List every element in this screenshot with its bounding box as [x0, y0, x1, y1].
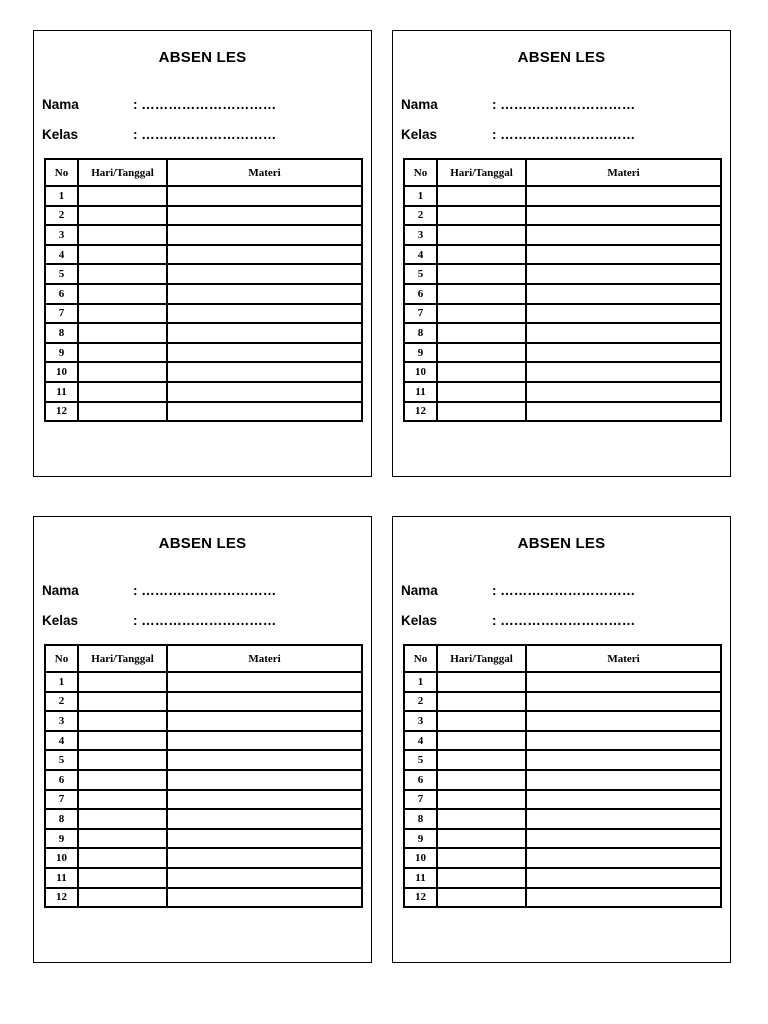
hari-tanggal-cell[interactable]	[78, 304, 167, 324]
table-row	[45, 868, 362, 888]
table-row	[45, 809, 362, 829]
materi-cell[interactable]	[167, 304, 362, 324]
materi-cell[interactable]	[167, 206, 362, 226]
hari-tanggal-cell[interactable]	[78, 362, 167, 382]
materi-cell[interactable]	[526, 225, 721, 245]
row-number: 6	[45, 284, 78, 304]
materi-cell[interactable]	[526, 402, 721, 422]
row-number: 4	[45, 245, 78, 265]
hari-tanggal-cell[interactable]	[78, 711, 167, 731]
materi-cell[interactable]	[526, 731, 721, 751]
row-number: 10	[45, 848, 78, 868]
materi-cell[interactable]	[167, 362, 362, 382]
hari-tanggal-cell[interactable]	[437, 362, 526, 382]
column-header-materi: Materi	[167, 645, 362, 672]
hari-tanggal-cell[interactable]	[78, 206, 167, 226]
row-number: 3	[45, 225, 78, 245]
table-row	[404, 750, 721, 770]
row-number: 8	[404, 809, 437, 829]
table-row	[404, 848, 721, 868]
materi-cell[interactable]	[526, 868, 721, 888]
hari-tanggal-cell[interactable]	[78, 245, 167, 265]
nama-label: Nama	[42, 583, 79, 598]
hari-tanggal-cell[interactable]	[437, 790, 526, 810]
row-number: 3	[404, 225, 437, 245]
table-row	[404, 809, 721, 829]
kelas-field	[42, 613, 276, 628]
materi-cell[interactable]	[167, 888, 362, 908]
materi-cell[interactable]	[167, 750, 362, 770]
hari-tanggal-cell[interactable]	[78, 343, 167, 363]
kelas-value: : …………………………	[133, 127, 277, 142]
nama-value: : …………………………	[133, 583, 277, 598]
materi-cell[interactable]	[167, 402, 362, 422]
kelas-label: Kelas	[42, 127, 79, 142]
hari-tanggal-cell[interactable]	[437, 382, 526, 402]
kelas-field	[401, 613, 635, 628]
nama-field	[401, 583, 635, 598]
table-row	[404, 770, 721, 790]
table-row	[404, 186, 721, 206]
kelas-label: Kelas	[42, 613, 79, 628]
row-number: 5	[45, 264, 78, 284]
table-row	[404, 264, 721, 284]
hari-tanggal-cell[interactable]	[437, 888, 526, 908]
hari-tanggal-cell[interactable]	[437, 264, 526, 284]
row-number: 12	[404, 402, 437, 422]
materi-cell[interactable]	[526, 770, 721, 790]
materi-cell[interactable]	[167, 809, 362, 829]
hari-tanggal-cell[interactable]	[437, 245, 526, 265]
hari-tanggal-cell[interactable]	[78, 225, 167, 245]
hari-tanggal-cell[interactable]	[437, 809, 526, 829]
attendance-card	[392, 30, 731, 477]
hari-tanggal-cell[interactable]	[78, 809, 167, 829]
row-number: 5	[404, 750, 437, 770]
column-header-materi: Materi	[167, 159, 362, 186]
table-row	[404, 692, 721, 712]
hari-tanggal-cell[interactable]	[78, 750, 167, 770]
card-title: ABSEN LES	[158, 535, 247, 552]
attendance-card	[392, 516, 731, 963]
hari-tanggal-cell[interactable]	[437, 750, 526, 770]
hari-tanggal-cell[interactable]	[437, 711, 526, 731]
table-row	[45, 225, 362, 245]
table-row	[404, 343, 721, 363]
kelas-value: : …………………………	[492, 127, 636, 142]
row-number: 5	[45, 750, 78, 770]
hari-tanggal-cell[interactable]	[78, 829, 167, 849]
row-number: 6	[45, 770, 78, 790]
hari-tanggal-cell[interactable]	[437, 323, 526, 343]
materi-cell[interactable]	[526, 284, 721, 304]
hari-tanggal-cell[interactable]	[437, 692, 526, 712]
table-row	[404, 731, 721, 751]
column-header-hari-tanggal: Hari/Tanggal	[437, 645, 526, 672]
row-number: 9	[45, 829, 78, 849]
table-header-row	[404, 159, 721, 186]
table-row	[45, 750, 362, 770]
row-number: 1	[404, 672, 437, 692]
row-number: 4	[45, 731, 78, 751]
column-header-no: No	[45, 645, 78, 672]
materi-cell[interactable]	[526, 343, 721, 363]
table-row	[45, 264, 362, 284]
hari-tanggal-cell[interactable]	[437, 770, 526, 790]
table-row	[45, 323, 362, 343]
table-row	[45, 206, 362, 226]
nama-label: Nama	[401, 97, 438, 112]
materi-cell[interactable]	[167, 731, 362, 751]
card-title: ABSEN LES	[517, 49, 606, 66]
column-header-hari-tanggal: Hari/Tanggal	[437, 159, 526, 186]
table-row	[45, 692, 362, 712]
hari-tanggal-cell[interactable]	[437, 186, 526, 206]
nama-value: : …………………………	[492, 583, 636, 598]
materi-cell[interactable]	[526, 672, 721, 692]
hari-tanggal-cell[interactable]	[437, 731, 526, 751]
table-row	[45, 402, 362, 422]
nama-field	[42, 97, 276, 112]
table-row	[404, 225, 721, 245]
hari-tanggal-cell[interactable]	[78, 186, 167, 206]
materi-cell[interactable]	[167, 848, 362, 868]
column-header-no: No	[404, 645, 437, 672]
row-number: 3	[404, 711, 437, 731]
materi-cell[interactable]	[167, 323, 362, 343]
hari-tanggal-cell[interactable]	[437, 225, 526, 245]
row-number: 12	[404, 888, 437, 908]
materi-cell[interactable]	[526, 711, 721, 731]
table-row	[404, 829, 721, 849]
row-number: 1	[404, 186, 437, 206]
materi-cell[interactable]	[526, 809, 721, 829]
table-header-row	[404, 645, 721, 672]
table-row	[45, 362, 362, 382]
materi-cell[interactable]	[167, 284, 362, 304]
row-number: 10	[45, 362, 78, 382]
table-row	[404, 323, 721, 343]
column-header-no: No	[45, 159, 78, 186]
table-row	[45, 186, 362, 206]
row-number: 5	[404, 264, 437, 284]
hari-tanggal-cell[interactable]	[437, 829, 526, 849]
table-row	[404, 711, 721, 731]
attendance-card	[33, 30, 372, 477]
row-number: 10	[404, 362, 437, 382]
materi-cell[interactable]	[526, 888, 721, 908]
hari-tanggal-cell[interactable]	[78, 672, 167, 692]
column-header-materi: Materi	[526, 645, 721, 672]
table-row	[404, 245, 721, 265]
attendance-table	[44, 644, 363, 908]
row-number: 7	[45, 304, 78, 324]
row-number: 4	[404, 731, 437, 751]
table-row	[404, 790, 721, 810]
attendance-table	[403, 158, 722, 422]
row-number: 11	[404, 382, 437, 402]
materi-cell[interactable]	[167, 868, 362, 888]
materi-cell[interactable]	[167, 692, 362, 712]
hari-tanggal-cell[interactable]	[437, 672, 526, 692]
materi-cell[interactable]	[526, 304, 721, 324]
hari-tanggal-cell[interactable]	[437, 343, 526, 363]
table-row	[404, 402, 721, 422]
row-number: 11	[404, 868, 437, 888]
table-row	[45, 284, 362, 304]
materi-cell[interactable]	[167, 245, 362, 265]
row-number: 2	[404, 692, 437, 712]
table-row	[45, 790, 362, 810]
materi-cell[interactable]	[526, 264, 721, 284]
materi-cell[interactable]	[526, 790, 721, 810]
table-row	[404, 284, 721, 304]
hari-tanggal-cell[interactable]	[78, 323, 167, 343]
hari-tanggal-cell[interactable]	[78, 731, 167, 751]
column-header-hari-tanggal: Hari/Tanggal	[78, 159, 167, 186]
table-row	[404, 304, 721, 324]
kelas-value: : …………………………	[492, 613, 636, 628]
table-row	[45, 672, 362, 692]
nama-field	[401, 97, 635, 112]
row-number: 12	[45, 888, 78, 908]
materi-cell[interactable]	[167, 186, 362, 206]
nama-label: Nama	[401, 583, 438, 598]
row-number: 8	[45, 809, 78, 829]
table-row	[404, 382, 721, 402]
row-number: 2	[45, 692, 78, 712]
row-number: 3	[45, 711, 78, 731]
row-number: 6	[404, 770, 437, 790]
hari-tanggal-cell[interactable]	[78, 692, 167, 712]
kelas-label: Kelas	[401, 613, 438, 628]
row-number: 7	[404, 304, 437, 324]
materi-cell[interactable]	[167, 225, 362, 245]
hari-tanggal-cell[interactable]	[437, 402, 526, 422]
materi-cell[interactable]	[526, 750, 721, 770]
card-title: ABSEN LES	[517, 535, 606, 552]
materi-cell[interactable]	[167, 382, 362, 402]
hari-tanggal-cell[interactable]	[78, 888, 167, 908]
column-header-materi: Materi	[526, 159, 721, 186]
materi-cell[interactable]	[526, 206, 721, 226]
table-row	[45, 888, 362, 908]
nama-value: : …………………………	[133, 97, 277, 112]
table-row	[45, 848, 362, 868]
hari-tanggal-cell[interactable]	[437, 848, 526, 868]
materi-cell[interactable]	[167, 264, 362, 284]
nama-field	[42, 583, 276, 598]
row-number: 12	[45, 402, 78, 422]
table-row	[404, 206, 721, 226]
row-number: 7	[404, 790, 437, 810]
materi-cell[interactable]	[167, 711, 362, 731]
materi-cell[interactable]	[526, 848, 721, 868]
materi-cell[interactable]	[167, 343, 362, 363]
card-title: ABSEN LES	[158, 49, 247, 66]
hari-tanggal-cell[interactable]	[78, 790, 167, 810]
hari-tanggal-cell[interactable]	[78, 770, 167, 790]
hari-tanggal-cell[interactable]	[437, 284, 526, 304]
table-row	[404, 888, 721, 908]
attendance-card	[33, 516, 372, 963]
table-row	[45, 711, 362, 731]
attendance-table	[403, 644, 722, 908]
materi-cell[interactable]	[526, 186, 721, 206]
row-number: 11	[45, 868, 78, 888]
kelas-field	[42, 127, 276, 142]
hari-tanggal-cell[interactable]	[437, 304, 526, 324]
row-number: 2	[404, 206, 437, 226]
row-number: 9	[45, 343, 78, 363]
column-header-hari-tanggal: Hari/Tanggal	[78, 645, 167, 672]
row-number: 2	[45, 206, 78, 226]
table-row	[404, 362, 721, 382]
hari-tanggal-cell[interactable]	[78, 402, 167, 422]
row-number: 9	[404, 829, 437, 849]
table-row	[45, 382, 362, 402]
table-row	[45, 770, 362, 790]
row-number: 11	[45, 382, 78, 402]
kelas-field	[401, 127, 635, 142]
table-row	[45, 245, 362, 265]
hari-tanggal-cell[interactable]	[78, 848, 167, 868]
attendance-table	[44, 158, 363, 422]
hari-tanggal-cell[interactable]	[78, 264, 167, 284]
row-number: 8	[45, 323, 78, 343]
row-number: 8	[404, 323, 437, 343]
table-header-row	[45, 645, 362, 672]
kelas-label: Kelas	[401, 127, 438, 142]
row-number: 7	[45, 790, 78, 810]
row-number: 9	[404, 343, 437, 363]
table-row	[404, 672, 721, 692]
row-number: 4	[404, 245, 437, 265]
table-row	[404, 868, 721, 888]
materi-cell[interactable]	[526, 245, 721, 265]
column-header-no: No	[404, 159, 437, 186]
materi-cell[interactable]	[167, 829, 362, 849]
materi-cell[interactable]	[167, 770, 362, 790]
nama-value: : …………………………	[492, 97, 636, 112]
table-header-row	[45, 159, 362, 186]
row-number: 1	[45, 672, 78, 692]
table-row	[45, 829, 362, 849]
hari-tanggal-cell[interactable]	[437, 868, 526, 888]
hari-tanggal-cell[interactable]	[78, 284, 167, 304]
table-row	[45, 731, 362, 751]
hari-tanggal-cell[interactable]	[437, 206, 526, 226]
materi-cell[interactable]	[526, 829, 721, 849]
table-row	[45, 304, 362, 324]
row-number: 1	[45, 186, 78, 206]
materi-cell[interactable]	[526, 692, 721, 712]
materi-cell[interactable]	[526, 362, 721, 382]
materi-cell[interactable]	[526, 382, 721, 402]
nama-label: Nama	[42, 97, 79, 112]
hari-tanggal-cell[interactable]	[78, 868, 167, 888]
materi-cell[interactable]	[167, 790, 362, 810]
materi-cell[interactable]	[526, 323, 721, 343]
table-row	[45, 343, 362, 363]
kelas-value: : …………………………	[133, 613, 277, 628]
row-number: 10	[404, 848, 437, 868]
materi-cell[interactable]	[167, 672, 362, 692]
row-number: 6	[404, 284, 437, 304]
hari-tanggal-cell[interactable]	[78, 382, 167, 402]
